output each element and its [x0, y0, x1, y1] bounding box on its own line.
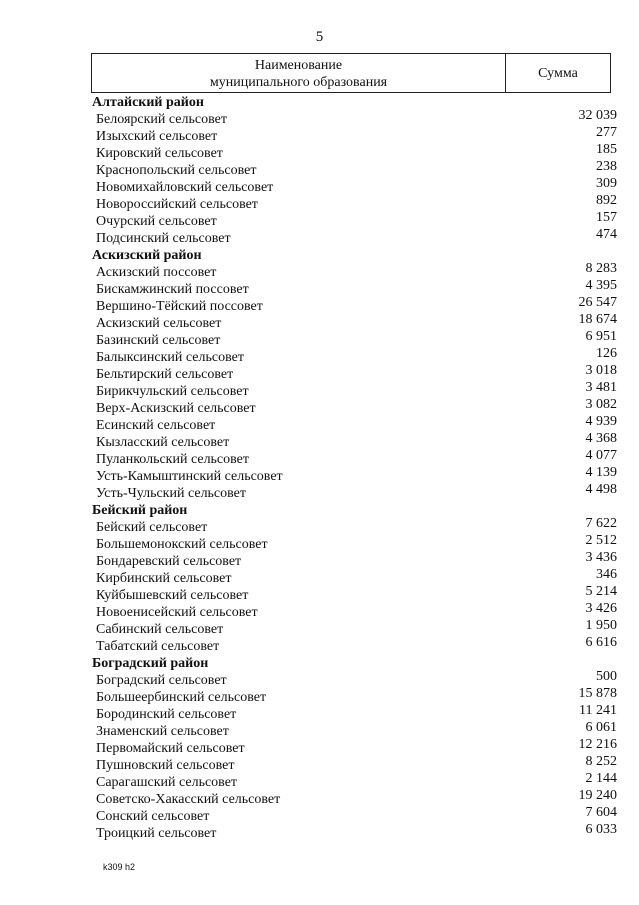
list-item: [92, 431, 617, 451]
municipality-name: Знаменский сельсовет: [96, 724, 229, 739]
municipality-name: Кировский сельсовет: [96, 146, 223, 161]
municipality-name: Большеербинский сельсовет: [96, 690, 267, 705]
municipality-name: Очурский сельсовет: [96, 214, 217, 229]
sum-value: 3 426: [585, 601, 617, 616]
list-item: [92, 159, 617, 179]
sum-value: 4 498: [585, 482, 617, 497]
header-sum-column: Сумма: [538, 66, 578, 81]
header-name-column: [92, 54, 506, 92]
list-item: [92, 533, 617, 553]
sum-value: 12 216: [578, 737, 617, 752]
table-header: [91, 53, 611, 93]
list-item: [92, 550, 617, 570]
sum-value: 3 436: [585, 550, 617, 565]
list-item: [92, 805, 617, 825]
list-item: [92, 754, 617, 774]
sum-value: 4 139: [585, 465, 617, 480]
district-name: Алтайский район: [92, 95, 204, 110]
sum-value: 4 368: [585, 431, 617, 446]
municipality-name: Краснопольский сельсовет: [96, 163, 257, 178]
municipality-name: Пуланкольский сельсовет: [96, 452, 250, 467]
municipality-name: Бондаревский сельсовет: [96, 554, 242, 569]
list-item: [92, 346, 617, 366]
list-item: [92, 278, 617, 298]
list-item: [92, 601, 617, 621]
municipality-name: Сарагашский сельсовет: [96, 775, 238, 790]
municipality-name: Сабинский сельсовет: [96, 622, 224, 637]
municipality-name: Бейский сельсовет: [96, 520, 208, 535]
list-item: [92, 261, 617, 281]
sum-value: 238: [596, 159, 617, 174]
sum-value: 11 241: [579, 703, 617, 718]
list-item: [92, 227, 617, 247]
district-heading-row: [92, 247, 617, 264]
sum-value: 8 252: [585, 754, 617, 769]
sum-value: 185: [596, 142, 617, 157]
list-item: [92, 567, 617, 587]
municipality-name: Куйбышевский сельсовет: [96, 588, 249, 603]
list-item: [92, 448, 617, 468]
sum-value: 4 395: [585, 278, 617, 293]
municipality-list: [92, 94, 617, 842]
list-item: [92, 482, 617, 502]
list-item: [92, 822, 617, 842]
page-number: 5: [315, 29, 324, 45]
list-item: [92, 142, 617, 162]
municipality-name: Бельтирский сельсовет: [96, 367, 234, 382]
municipality-name: Боградский сельсовет: [96, 673, 227, 688]
sum-value: 474: [596, 227, 617, 242]
sum-value: 15 878: [578, 686, 617, 701]
sum-value: 8 283: [585, 261, 617, 276]
municipality-name: Первомайский сельсовет: [96, 741, 245, 756]
sum-value: 3 481: [585, 380, 617, 395]
municipality-name: Бирикчульский сельсовет: [96, 384, 249, 399]
sum-value: 7 604: [585, 805, 617, 820]
municipality-name: Подсинский сельсовет: [96, 231, 231, 246]
sum-value: 157: [596, 210, 617, 225]
municipality-name: Новоенисейский сельсовет: [96, 605, 258, 620]
list-item: [92, 108, 617, 128]
list-item: [92, 635, 617, 655]
list-item: [92, 295, 617, 315]
district-heading-row: [92, 94, 617, 111]
list-item: [92, 414, 617, 434]
sum-value: 19 240: [578, 788, 617, 803]
sum-value: 6 061: [585, 720, 617, 735]
sum-value: 5 214: [585, 584, 617, 599]
sum-value: 277: [596, 125, 617, 140]
footer-code: k309 h2: [103, 862, 136, 872]
district-name: Бейский район: [92, 503, 188, 518]
municipality-name: Белоярский сельсовет: [96, 112, 227, 127]
municipality-name: Аскизский поссовет: [96, 265, 217, 280]
list-item: [92, 329, 617, 349]
list-item: [92, 720, 617, 740]
sum-value: 6 033: [585, 822, 617, 837]
sum-value: 1 950: [585, 618, 617, 633]
header-name-line2: муниципального образования: [209, 75, 388, 90]
sum-value: 7 622: [585, 516, 617, 531]
municipality-name: Бородинский сельсовет: [96, 707, 237, 722]
list-item: [92, 669, 617, 689]
list-item: [92, 125, 617, 145]
municipality-name: Пушновский сельсовет: [96, 758, 235, 773]
sum-value: 6 616: [585, 635, 617, 650]
list-item: [92, 312, 617, 332]
sum-value: 4 077: [585, 448, 617, 463]
district-name: Боградский район: [92, 656, 209, 671]
municipality-name: Новомихайловский сельсовет: [96, 180, 274, 195]
municipality-name: Усть-Чульский сельсовет: [96, 486, 247, 501]
list-item: [92, 176, 617, 196]
municipality-name: Сонский сельсовет: [96, 809, 210, 824]
list-item: [92, 397, 617, 417]
municipality-name: Троицкий сельсовет: [96, 826, 217, 841]
list-item: [92, 193, 617, 213]
district-name: Аскизский район: [92, 248, 202, 263]
municipality-name: Советско-Хакасский сельсовет: [96, 792, 281, 807]
municipality-name: Балыксинский сельсовет: [96, 350, 244, 365]
list-item: [92, 380, 617, 400]
list-item: [92, 516, 617, 536]
municipality-name: Аскизский сельсовет: [96, 316, 222, 331]
sum-value: 3 082: [585, 397, 617, 412]
sum-value: 126: [596, 346, 617, 361]
list-item: [92, 363, 617, 383]
sum-value: 32 039: [578, 108, 617, 123]
municipality-name: Вершино-Тёйский поссовет: [96, 299, 263, 314]
sum-value: 2 512: [585, 533, 617, 548]
municipality-name: Кирбинский сельсовет: [96, 571, 232, 586]
municipality-name: Кызласский сельсовет: [96, 435, 230, 450]
municipality-name: Усть-Камыштинский сельсовет: [96, 469, 283, 484]
list-item: [92, 584, 617, 604]
sum-value: 18 674: [578, 312, 617, 327]
municipality-name: Новороссийский сельсовет: [96, 197, 258, 212]
sum-value: 2 144: [585, 771, 617, 786]
list-item: [92, 771, 617, 791]
municipality-name: Есинский сельсовет: [96, 418, 216, 433]
district-heading-row: [92, 502, 617, 519]
list-item: [92, 737, 617, 757]
list-item: [92, 618, 617, 638]
sum-value: 500: [596, 669, 617, 684]
header-name-line1: Наименование: [254, 58, 343, 73]
list-item: [92, 788, 617, 808]
list-item: [92, 703, 617, 723]
list-item: [92, 686, 617, 706]
sum-value: 4 939: [585, 414, 617, 429]
municipality-name: Табатский сельсовет: [96, 639, 220, 654]
sum-value: 26 547: [578, 295, 617, 310]
sum-value: 892: [596, 193, 617, 208]
sum-value: 346: [596, 567, 617, 582]
municipality-name: Базинский сельсовет: [96, 333, 221, 348]
sum-value: 6 951: [585, 329, 617, 344]
municipality-name: Верх-Аскизский сельсовет: [96, 401, 256, 416]
municipality-name: Большемонокский сельсовет: [96, 537, 268, 552]
sum-value: 3 018: [585, 363, 617, 378]
municipality-name: Изыхский сельсовет: [96, 129, 218, 144]
municipality-name: Бискамжинский поссовет: [96, 282, 249, 297]
sum-value: 309: [596, 176, 617, 191]
district-heading-row: [92, 655, 617, 672]
list-item: [92, 465, 617, 485]
list-item: [92, 210, 617, 230]
